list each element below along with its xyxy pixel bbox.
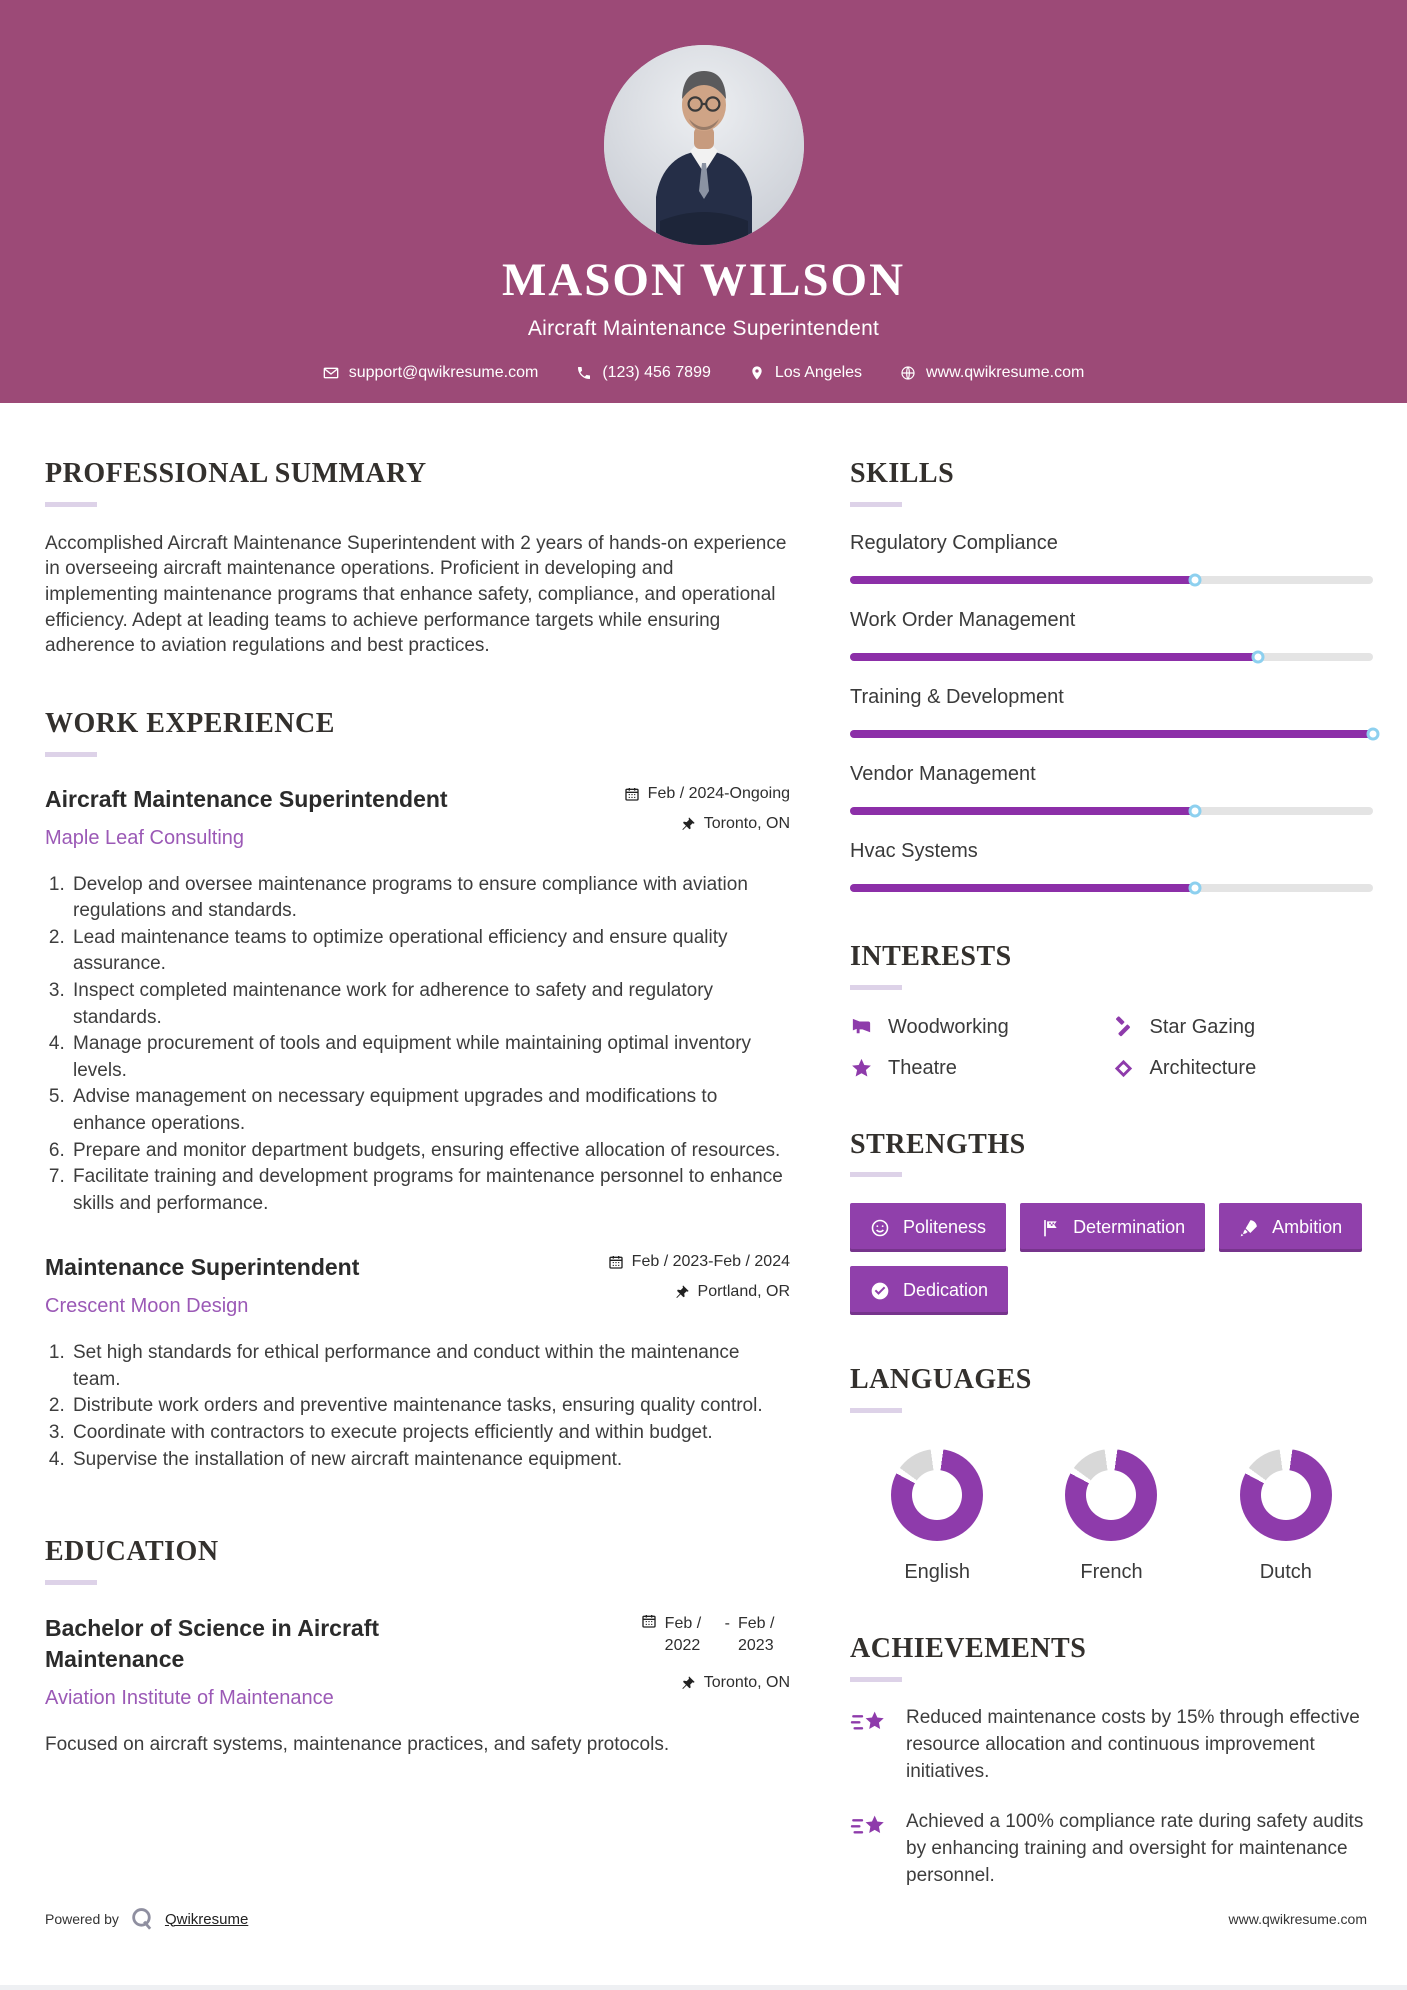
education-date-start: Feb / 2022 [664,1615,702,1654]
section-heading: INTERESTS [850,940,1012,972]
contact-row [0,364,1407,382]
interest-item [1112,1016,1374,1039]
achievement-text: Achieved a 100% compliance rate during safety audits by enhancing training and oversight for maintenance personnel. [906,1810,1364,1886]
pushpin-icon [680,816,696,832]
language-donut-chart [1240,1449,1332,1541]
education-date-separator: - [724,1615,730,1633]
heading-underline [45,752,97,757]
contact-item[interactable] [900,364,1084,382]
skill-row [850,840,1373,892]
summary-text: Accomplished Aircraft Maintenance Superintendent with 2 years of hands-on experience in overseeing aircraft maintenance operations. Proficient in developing and implementing maintenance programs that enhance safety, compliance, and operational efficiency. Adept at leading teams to achieve performance targets while ensuring adherence to aviation regulations and best practices. [45,532,787,657]
pushpin-icon [680,1675,696,1691]
phone-icon [576,365,592,381]
achievement-item [850,1705,1373,1786]
skill-slider[interactable] [850,884,1373,892]
skill-slider-fill [850,807,1195,815]
job-date: Feb / 2024-Ongoing [647,784,790,802]
skill-slider-fill [850,730,1373,738]
skill-row [850,763,1373,815]
job-bullet: 1. Develop and oversee maintenance programs to ensure compliance with aviation regulations and standards. [70,872,790,925]
globe-icon [900,365,916,381]
language-label: Dutch [1259,1561,1312,1584]
strength-label: Politeness [903,1217,987,1238]
contact-item[interactable] [749,364,862,382]
section-heading: SKILLS [850,458,955,489]
job-bullet: 2. Distribute work orders and preventive maintenance tasks, ensuring quality control. [70,1393,790,1420]
language-item [1065,1449,1157,1584]
interest-item [850,1057,1112,1080]
strength-chip [1219,1203,1362,1252]
interest-item [850,1016,1112,1039]
section-achievements [850,1634,1373,1890]
section-education [45,1537,790,1758]
contact-text: (123) 456 7899 [602,364,711,381]
left-column [45,459,790,1890]
language-item [891,1449,983,1584]
job-header-right [624,785,790,845]
section-heading: LANGUAGES [850,1364,1032,1396]
envelope-icon [323,365,339,381]
job-bullet: 2. Lead maintenance teams to optimize operational efficiency and ensure quality assurance. [70,925,790,978]
achievement-item [850,1809,1373,1890]
calendar-icon [608,1254,624,1270]
right-column [850,459,1373,1890]
education-header-right [641,1613,790,1704]
job-bullet: 7. Facilitate training and development programs for maintenance personnel to enhance skills and performance. [70,1164,790,1217]
interest-label: Star Gazing [1149,1015,1256,1038]
strength-label: Determination [1073,1217,1186,1238]
section-heading: EDUCATION [45,1536,219,1568]
heading-underline [850,1172,902,1177]
skill-slider[interactable] [850,807,1373,815]
job-title: Aircraft Maintenance Superintendent [45,785,448,812]
skill-slider[interactable] [850,576,1373,584]
job-date: Feb / 2023-Feb / 2024 [631,1253,790,1271]
job-bullet: 4. Manage procurement of tools and equipment while maintaining optimal inventory levels. [70,1031,790,1084]
job-entry [45,785,790,1218]
skill-slider-fill [850,653,1258,661]
interest-label: Woodworking [888,1015,1009,1038]
skill-row [850,609,1373,661]
section-languages [850,1365,1373,1584]
skill-label: Regulatory Compliance [850,531,1058,554]
heading-underline [850,985,902,990]
education-location: Toronto, ON [703,1674,790,1692]
section-strengths [850,1130,1373,1316]
interests-list [850,1016,1373,1080]
location-pin-icon [749,365,765,381]
candidate-title: Aircraft Maintenance Superintendent [527,317,880,340]
resume-body [0,403,1407,1890]
job-bullet: 6. Prepare and monitor department budgets, ensuring effective allocation of resources. [70,1138,790,1165]
calendar-icon [641,1613,657,1629]
job-date-line [608,1253,790,1271]
skill-row [850,686,1373,738]
strength-label: Ambition [1272,1217,1343,1238]
skill-slider-handle[interactable] [1367,727,1380,740]
qwikresume-logo [129,1906,155,1932]
heading-underline [850,1408,902,1413]
tags-icon [1112,1057,1135,1080]
job-entry [45,1253,790,1473]
shooting-star-icon [850,1706,890,1740]
page-footer [45,1906,1367,1932]
skill-label: Vendor Management [850,762,1036,785]
skill-slider-fill [850,884,1195,892]
section-heading: STRENGTHS [850,1128,1026,1160]
job-location: Toronto, ON [703,814,790,832]
skill-label: Work Order Management [850,608,1076,631]
interest-label: Theatre [888,1056,957,1079]
flag-icon [1040,1218,1060,1238]
strength-chip [850,1203,1006,1252]
contact-item[interactable] [576,364,711,382]
interest-label: Architecture [1149,1056,1257,1079]
powered-by-text: Powered by [45,1911,119,1927]
skill-slider-handle[interactable] [1189,804,1202,817]
skill-slider-handle[interactable] [1251,650,1264,663]
profile-photo [604,45,804,245]
education-location-line [641,1674,790,1692]
skill-slider-fill [850,576,1195,584]
contact-text: www.qwikresume.com [926,364,1085,381]
education-date-line [641,1613,790,1656]
education-entry [45,1613,790,1759]
job-header-right [608,1253,790,1313]
job-company: Crescent Moon Design [45,1295,249,1318]
skill-label: Training & Development [850,685,1064,708]
language-donut-chart [891,1449,983,1541]
section-work-experience [45,709,790,1473]
job-header-left [45,785,448,850]
section-skills [850,459,1373,892]
job-header-left [45,1253,359,1318]
job-bullet: 4. Supervise the installation of new aircraft maintenance equipment. [70,1447,790,1474]
job-title: Maintenance Superintendent [45,1254,360,1281]
job-header [45,785,790,850]
skills-list [850,532,1373,892]
job-bullets [45,1340,790,1473]
job-bullet: 5. Advise management on necessary equipment upgrades and modifications to enhance operations. [70,1084,790,1137]
skill-slider[interactable] [850,730,1373,738]
strength-chip [850,1266,1008,1315]
language-label: French [1080,1561,1143,1584]
education-header-left [45,1613,475,1710]
profile-photo-image [604,45,804,245]
contact-item[interactable] [323,364,539,382]
school-name: Aviation Institute of Maintenance [45,1687,334,1710]
heading-underline [850,502,902,507]
job-location-line [608,1283,790,1301]
shooting-star-icon [850,1810,890,1844]
strength-chip [1020,1203,1205,1252]
job-location-line [624,815,790,833]
section-interests [850,942,1373,1080]
pushpin-icon [674,1284,690,1300]
language-label: English [904,1561,970,1584]
section-heading: ACHIEVEMENTS [850,1633,1087,1665]
section-heading: WORK EXPERIENCE [45,708,335,739]
heading-underline [45,1580,97,1585]
job-company: Maple Leaf Consulting [45,826,245,849]
skill-slider[interactable] [850,653,1373,661]
powered-by [45,1906,248,1932]
achievement-text: Reduced maintenance costs by 15% through effective resource allocation and continuous improvement initiatives. [906,1706,1360,1782]
skill-label: Hvac Systems [850,839,978,862]
language-item [1240,1449,1332,1584]
calendar-icon [624,786,640,802]
smiley-icon [870,1218,890,1238]
language-donut-chart [1065,1449,1157,1541]
education-description: Focused on aircraft systems, maintenance practices, and safety protocols. [45,1734,670,1756]
job-location: Portland, OR [697,1283,790,1301]
contact-text: support@qwikresume.com [348,364,539,381]
degree-title: Bachelor of Science in Aircraft Maintenance [45,1615,380,1673]
rocket-icon [1239,1218,1259,1238]
check-circle-icon [870,1281,890,1301]
heading-underline [45,502,97,507]
gavel-icon [1112,1016,1135,1039]
qwikresume-link[interactable]: Qwikresume [164,1910,249,1928]
candidate-name: MASON WILSON [501,254,906,306]
job-header [45,1253,790,1318]
job-bullet: 3. Inspect completed maintenance work for adherence to safety and regulatory standards. [70,978,790,1031]
skill-row [850,532,1373,584]
education-header [45,1613,790,1710]
interest-item [1112,1057,1374,1080]
achievements-list [850,1705,1373,1890]
languages-list [850,1449,1373,1584]
job-date-line [624,785,790,803]
job-bullet: 1. Set high standards for ethical performance and conduct within the maintenance team. [70,1340,790,1393]
section-heading: PROFESSIONAL SUMMARY [45,458,427,489]
section-professional-summary [45,459,790,659]
contact-text: Los Angeles [774,364,863,381]
strength-label: Dedication [903,1280,989,1301]
strengths-list [850,1203,1373,1315]
skill-slider-handle[interactable] [1189,881,1202,894]
footer-url[interactable]: www.qwikresume.com [1228,1911,1367,1927]
star-icon [850,1057,873,1080]
skill-slider-handle[interactable] [1189,573,1202,586]
resume-header [0,0,1407,403]
megaphone-icon [850,1016,873,1039]
job-bullet: 3. Coordinate with contractors to execute projects efficiently and within budget. [70,1420,790,1447]
education-date-end: Feb / 2023 [738,1615,775,1654]
job-bullets [45,872,790,1218]
heading-underline [850,1677,902,1682]
